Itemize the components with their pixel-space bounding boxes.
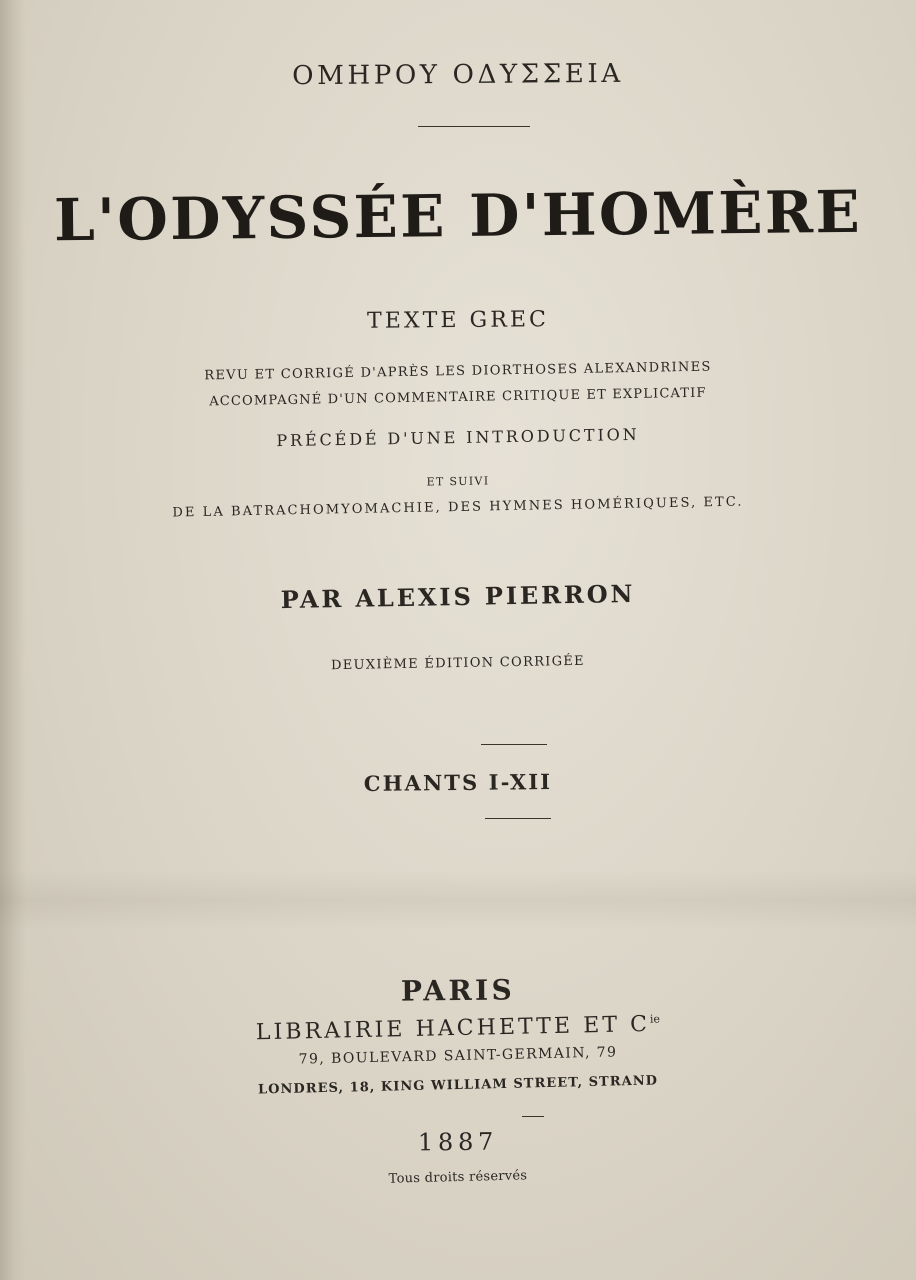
publisher-name: LIBRAIRIE HACHETTE ET C <box>255 1011 651 1046</box>
author: PAR ALEXIS PIERRON <box>280 578 636 615</box>
subtitle: TEXTE GREC <box>366 307 550 334</box>
volume-rule-top <box>481 744 547 745</box>
imprint-year: 1887 <box>417 1127 499 1157</box>
description-line-1: REVU ET CORRIGÉ D'APRÈS LES DIORTHOSES ALEXANDRINES <box>204 359 712 384</box>
imprint-city: PARIS <box>400 973 516 1008</box>
imprint-rights: Tous droits réservés <box>388 1168 528 1187</box>
description-line-3: PRÉCÉDÉ D'UNE INTRODUCTION <box>276 424 640 451</box>
greek-title: ΟΜΗΡΟΥ ΟΔΥΣΣΕΙΑ <box>292 58 624 92</box>
volume-rule-bottom <box>485 818 551 819</box>
description-line-5: DE LA BATRACHOMYOMACHIE, DES HYMNES HOMÉRIQUES, ETC. <box>172 494 744 521</box>
imprint-london: LONDRES, 18, KING WILLIAM STREET, STRAND <box>257 1073 659 1098</box>
description-line-4: ET SUIVI <box>426 474 490 489</box>
imprint-address: 79, BOULEVARD SAINT-GERMAIN, 79 <box>298 1044 618 1068</box>
volume: CHANTS I-XII <box>363 769 553 796</box>
main-title: L'ODYSSÉE D'HOMÈRE <box>53 177 863 255</box>
description-line-2: ACCOMPAGNÉ D'UN COMMENTAIRE CRITIQUE ET EXPLICATIF <box>209 385 707 410</box>
page-fold-shadow <box>0 870 916 930</box>
title-rule <box>418 126 530 127</box>
year-rule <box>522 1116 544 1117</box>
publisher-superscript: ie <box>649 1012 661 1026</box>
edition: DEUXIÈME ÉDITION CORRIGÉE <box>330 653 586 674</box>
